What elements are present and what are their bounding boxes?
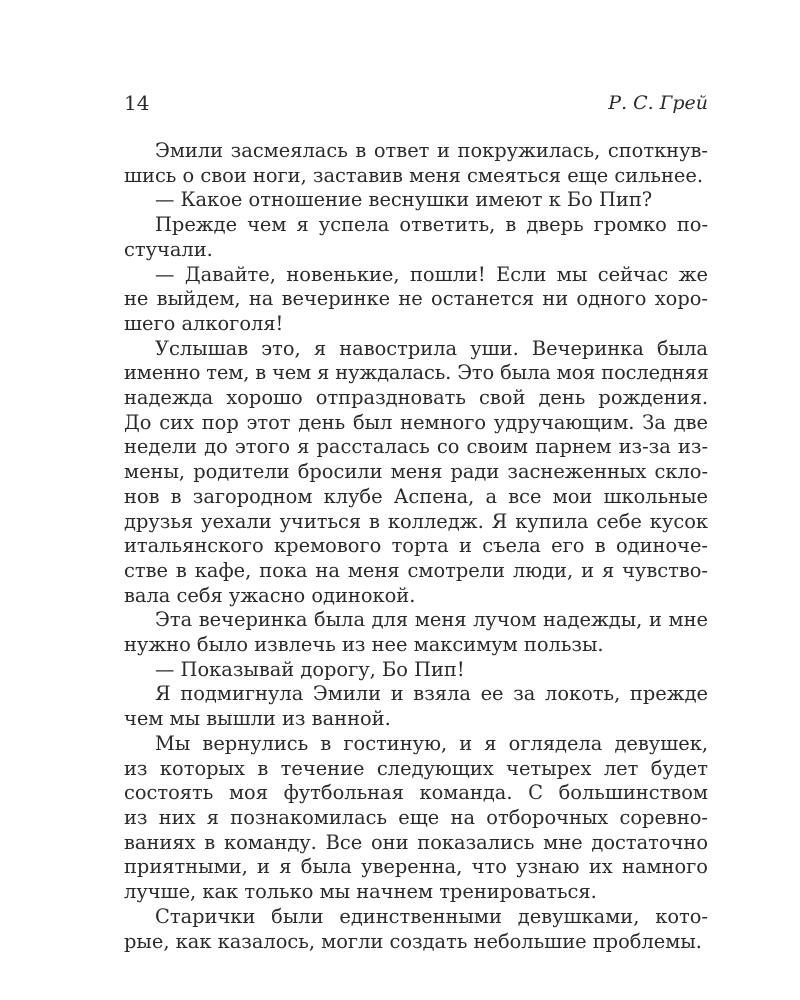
text-line: — Давайте, новенькие, пошли! Если мы сейчас же — [155, 262, 708, 286]
text-line: нужно было извлечь из нее максимум пользы. — [124, 633, 604, 657]
text-line: Услышав это, я навострила уши. Вечеринка была — [155, 336, 708, 360]
paragraph — [124, 682, 708, 731]
text-line: чем мы вышли из ванной. — [124, 707, 391, 731]
text-line: недели до этого я рассталась со своим парнем из-за из- — [124, 435, 708, 459]
running-head — [124, 90, 708, 120]
paragraph — [124, 337, 708, 609]
page-number: 14 — [124, 91, 150, 115]
text-line: — Какое отношение веснушки имеют к Бо Пип? — [155, 188, 653, 212]
text-line: стучали. — [124, 237, 213, 261]
paragraph — [124, 139, 708, 188]
paragraph — [124, 213, 708, 262]
text-line: не выйдем, на вечеринке не останется ни одного хоро- — [124, 287, 708, 311]
text-line: До сих пор этот день был немного удручающим. За две — [124, 410, 708, 434]
text-line: именно тем, в чем я нуждалась. Это была моя последняя — [124, 361, 709, 385]
text-line: состоять моя футбольная команда. С большинством — [124, 781, 708, 805]
text-line: нов в загородном клубе Аспена, а все мои школьные — [124, 484, 708, 508]
text-line: Мы вернулись в гостиную, и я оглядела девушек, — [155, 731, 708, 755]
text-line: Я подмигнула Эмили и взяла ее за локоть, прежде — [155, 682, 708, 706]
text-line: из них я познакомилась еще на отборочных соревно- — [124, 805, 708, 829]
text-line: итальянского кремового торта и съела его в одиноче- — [124, 534, 708, 558]
text-line: лучше, как только мы начнем тренироваться. — [124, 880, 597, 904]
paragraph — [124, 263, 708, 337]
text-line: шись о свои ноги, заставив меня смеяться еще сильнее. — [124, 163, 704, 187]
text-line: рые, как казалось, могли создать небольшие проблемы. — [124, 929, 702, 953]
text-line: из которых в течение следующих четырех лет будет — [124, 756, 708, 780]
text-line: друзья уехали учиться в колледж. Я купила себе кусок — [124, 509, 708, 533]
text-line: ваниях в команду. Все они показались мне достаточно — [124, 830, 708, 854]
paragraph — [124, 658, 708, 683]
text-line: надежда хорошо отпраздновать свой день рождения. — [124, 386, 708, 410]
text-line: вала себя ужасно одинокой. — [124, 583, 416, 607]
text-line: Эмили засмеялась в ответ и покружилась, споткнув- — [155, 139, 708, 162]
text-line: приятными, и я была уверенна, что узнаю их намного — [124, 855, 708, 879]
paragraph — [124, 188, 708, 213]
paragraph — [124, 608, 708, 657]
text-line: шего алкоголя! — [124, 311, 284, 335]
text-line: Прежде чем я успела ответить, в дверь громко по- — [155, 213, 708, 237]
text-line: стве в кафе, пока на меня смотрели люди, и я чувство- — [124, 558, 708, 582]
text-line: мены, родители бросили меня ради заснеженных скло- — [124, 460, 708, 484]
paragraph — [124, 732, 708, 905]
text-line: — Показывай дорогу, Бо Пип! — [155, 657, 465, 681]
text-line: Старички были единственными девушками, кото- — [155, 904, 708, 928]
text-line: Эта вечеринка была для меня лучом надежды, и мне — [155, 608, 708, 632]
running-title: Р. С. Грей — [608, 92, 708, 114]
paragraph — [124, 905, 708, 954]
body-text — [124, 139, 708, 954]
